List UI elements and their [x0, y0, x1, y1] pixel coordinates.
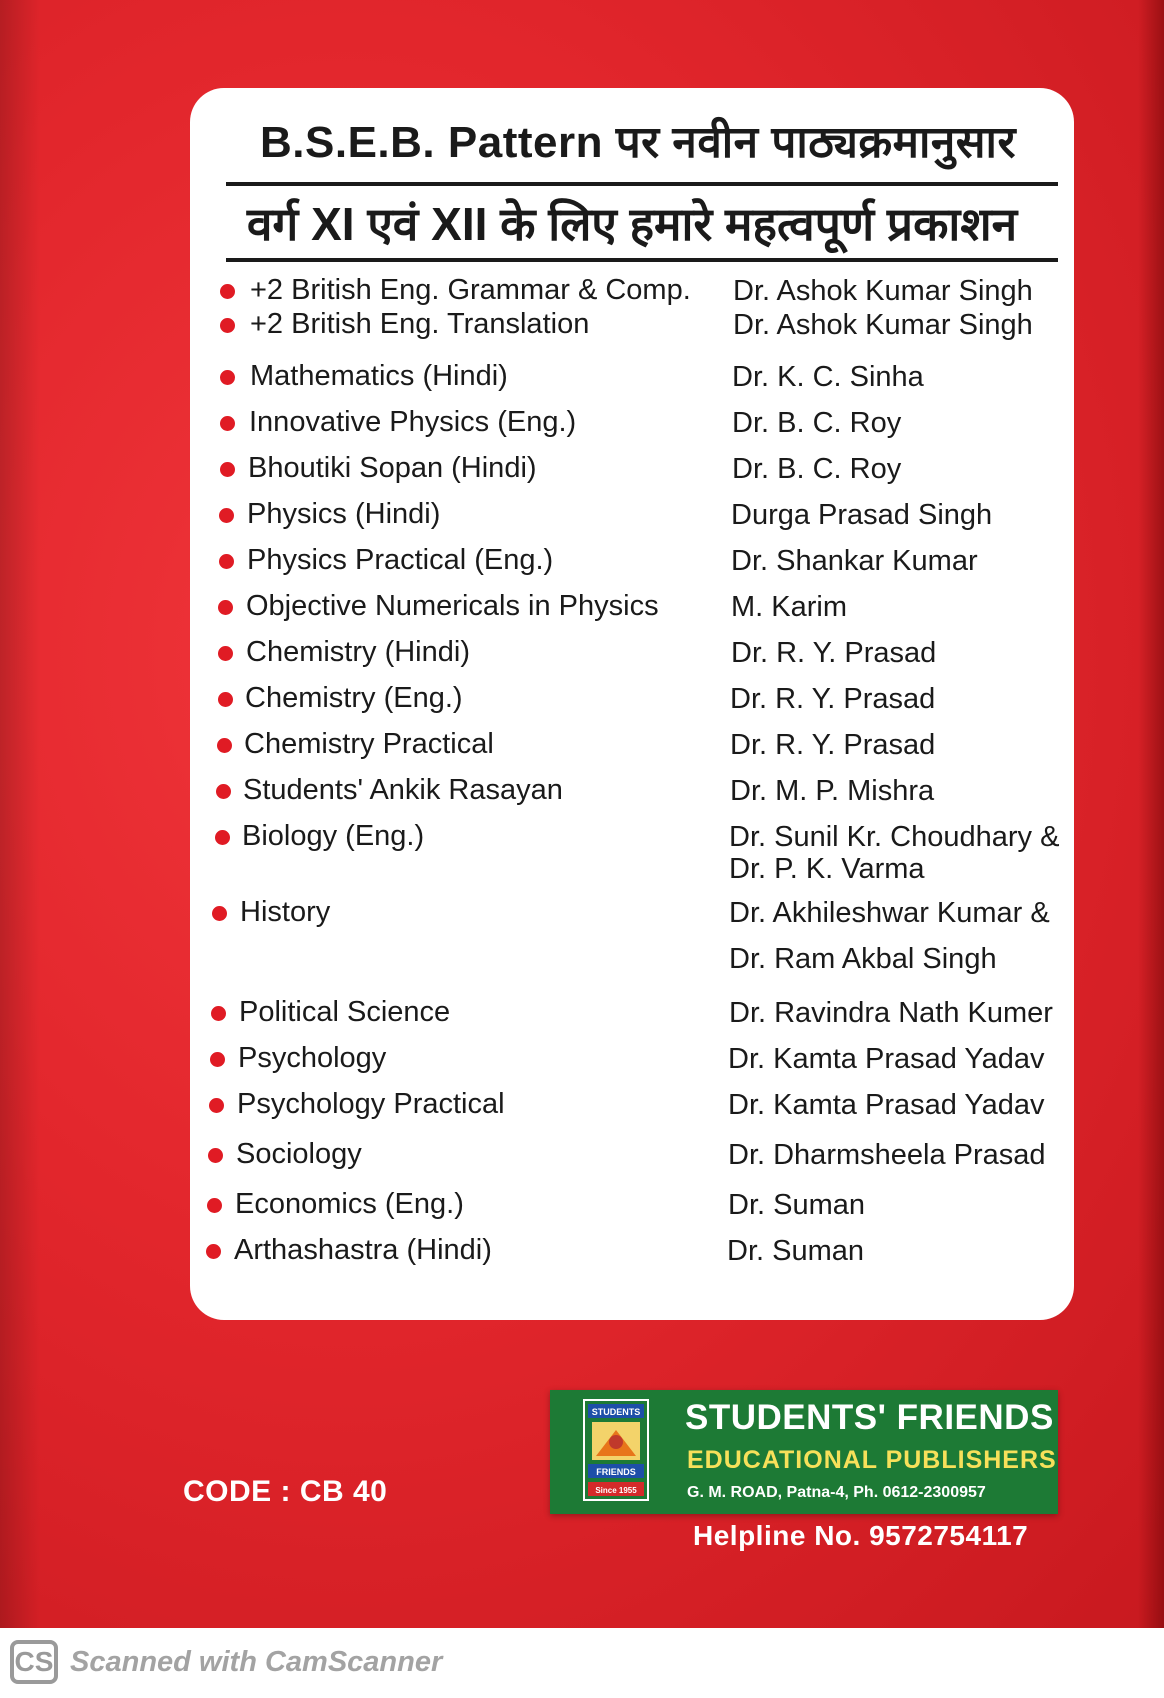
- book-title: Physics (Hindi): [247, 498, 441, 530]
- bullet-icon: [211, 1006, 226, 1021]
- book-author: Dr. Kamta Prasad Yadav: [728, 1089, 1045, 1121]
- publisher-banner: [550, 1390, 1058, 1514]
- book-row: [190, 896, 1074, 975]
- scanner-footer: [0, 1628, 1164, 1698]
- book-author: Dr. M. P. Mishra: [730, 775, 935, 807]
- book-title: Economics (Eng.): [235, 1188, 464, 1220]
- book-title: Political Science: [239, 996, 451, 1028]
- publisher-logo: [582, 1398, 650, 1502]
- book-row: [190, 682, 1074, 722]
- book-row: [190, 1138, 1074, 1178]
- book-author: Dr. R. Y. Prasad: [730, 729, 936, 761]
- bullet-icon: [220, 416, 235, 431]
- publisher-subtitle: EDUCATIONAL PUBLISHERS: [687, 1446, 1057, 1474]
- book-row: [190, 728, 1074, 768]
- bullet-icon: [219, 554, 234, 569]
- bullet-icon: [206, 1244, 221, 1259]
- book-author: Dr. Suman: [728, 1189, 865, 1221]
- bullet-icon: [220, 370, 235, 385]
- helpline-number: Helpline No. 9572754117: [693, 1520, 1029, 1551]
- book-row: [190, 1234, 1074, 1274]
- book-row: [190, 452, 1074, 492]
- book-row: [190, 636, 1074, 676]
- book-title: Mathematics (Hindi): [250, 360, 508, 392]
- book-list: [190, 88, 1074, 1320]
- book-row: [190, 1088, 1074, 1128]
- book-author: Dr. Shankar Kumar: [731, 545, 978, 577]
- heading-publications: वर्ग XI एवं XII के लिए हमारे महत्वपूर्ण प्रकाशन: [246, 198, 1018, 250]
- camscanner-logo-icon: CS: [10, 1640, 58, 1684]
- book-author: Dr. Dharmsheela Prasad: [728, 1139, 1046, 1171]
- book-title: Psychology: [238, 1042, 387, 1074]
- book-title: Physics Practical (Eng.): [247, 544, 554, 576]
- book-author: Dr. Ravindra Nath Kumer: [729, 997, 1053, 1029]
- bullet-icon: [217, 738, 232, 753]
- book-title: Chemistry (Hindi): [246, 636, 470, 668]
- book-author: Dr. Ashok Kumar Singh: [733, 309, 1033, 341]
- book-title: Innovative Physics (Eng.): [249, 406, 577, 438]
- book-row: [190, 308, 1074, 348]
- publisher-address: G. M. ROAD, Patna-4, Ph. 0612-2300957: [687, 1484, 986, 1501]
- book-row: [190, 498, 1074, 538]
- book-author: Dr. B. C. Roy: [732, 407, 902, 439]
- logo-since-text: Since 1955: [595, 1486, 637, 1495]
- book-coauthor: Dr. P. K. Varma: [729, 853, 925, 885]
- cover-edge-shadow: [1138, 0, 1164, 1628]
- bullet-icon: [218, 600, 233, 615]
- book-title: Arthashastra (Hindi): [234, 1234, 492, 1266]
- book-title: Chemistry Practical: [244, 728, 494, 760]
- bullet-icon: [218, 646, 233, 661]
- book-row: [190, 774, 1074, 814]
- book-title: History: [240, 896, 331, 928]
- bullet-icon: [212, 906, 227, 921]
- bullet-icon: [219, 508, 234, 523]
- book-row: [190, 820, 1074, 885]
- book-author: M. Karim: [731, 591, 847, 623]
- heading-pattern: B.S.E.B. Pattern पर नवीन पाठ्यक्रमानुसार: [260, 118, 1016, 167]
- book-row: [190, 1042, 1074, 1082]
- camscanner-watermark: Scanned with CamScanner: [70, 1646, 443, 1678]
- bullet-icon: [210, 1052, 225, 1067]
- publications-card: [190, 88, 1074, 1320]
- book-row: [190, 590, 1074, 630]
- book-title: Psychology Practical: [237, 1088, 505, 1120]
- bullet-icon: [215, 830, 230, 845]
- book-title: Students' Ankik Rasayan: [243, 774, 563, 806]
- book-author: Durga Prasad Singh: [731, 499, 993, 531]
- book-title: Objective Numericals in Physics: [246, 590, 659, 622]
- book-author: Dr. Akhileshwar Kumar &: [729, 897, 1050, 929]
- book-title: +2 British Eng. Grammar & Comp.: [250, 274, 691, 306]
- publisher-name: STUDENTS' FRIENDS: [685, 1398, 1054, 1437]
- logo-top-text: STUDENTS: [591, 1407, 641, 1417]
- bullet-icon: [218, 692, 233, 707]
- bullet-icon: [216, 784, 231, 799]
- bullet-icon: [209, 1098, 224, 1113]
- bullet-icon: [208, 1148, 223, 1163]
- book-row: [190, 406, 1074, 446]
- book-title: +2 British Eng. Translation: [250, 308, 590, 340]
- book-code: CODE : CB 40: [183, 1475, 388, 1508]
- book-title: Biology (Eng.): [242, 820, 425, 852]
- book-author: Dr. R. Y. Prasad: [730, 683, 936, 715]
- book-title: Chemistry (Eng.): [245, 682, 463, 714]
- logo-bottom-text: FRIENDS: [596, 1467, 636, 1477]
- book-row: [190, 996, 1074, 1036]
- book-author: Dr. Ashok Kumar Singh: [733, 275, 1033, 307]
- bullet-icon: [220, 318, 235, 333]
- spine-shadow: [0, 0, 40, 1628]
- bullet-icon: [220, 462, 235, 477]
- bullet-icon: [220, 284, 235, 299]
- book-coauthor: Dr. Ram Akbal Singh: [729, 943, 997, 975]
- book-author: Dr. B. C. Roy: [732, 453, 902, 485]
- book-author: Dr. Sunil Kr. Choudhary &: [729, 821, 1060, 853]
- book-author: Dr. Kamta Prasad Yadav: [728, 1043, 1045, 1075]
- bullet-icon: [207, 1198, 222, 1213]
- book-title: Sociology: [236, 1138, 362, 1170]
- book-title: Bhoutiki Sopan (Hindi): [248, 452, 537, 484]
- book-row: [190, 1188, 1074, 1228]
- book-row: [190, 360, 1074, 400]
- book-row: [190, 544, 1074, 584]
- book-author: Dr. Suman: [727, 1235, 864, 1267]
- book-author: Dr. R. Y. Prasad: [731, 637, 937, 669]
- book-author: Dr. K. C. Sinha: [732, 361, 924, 393]
